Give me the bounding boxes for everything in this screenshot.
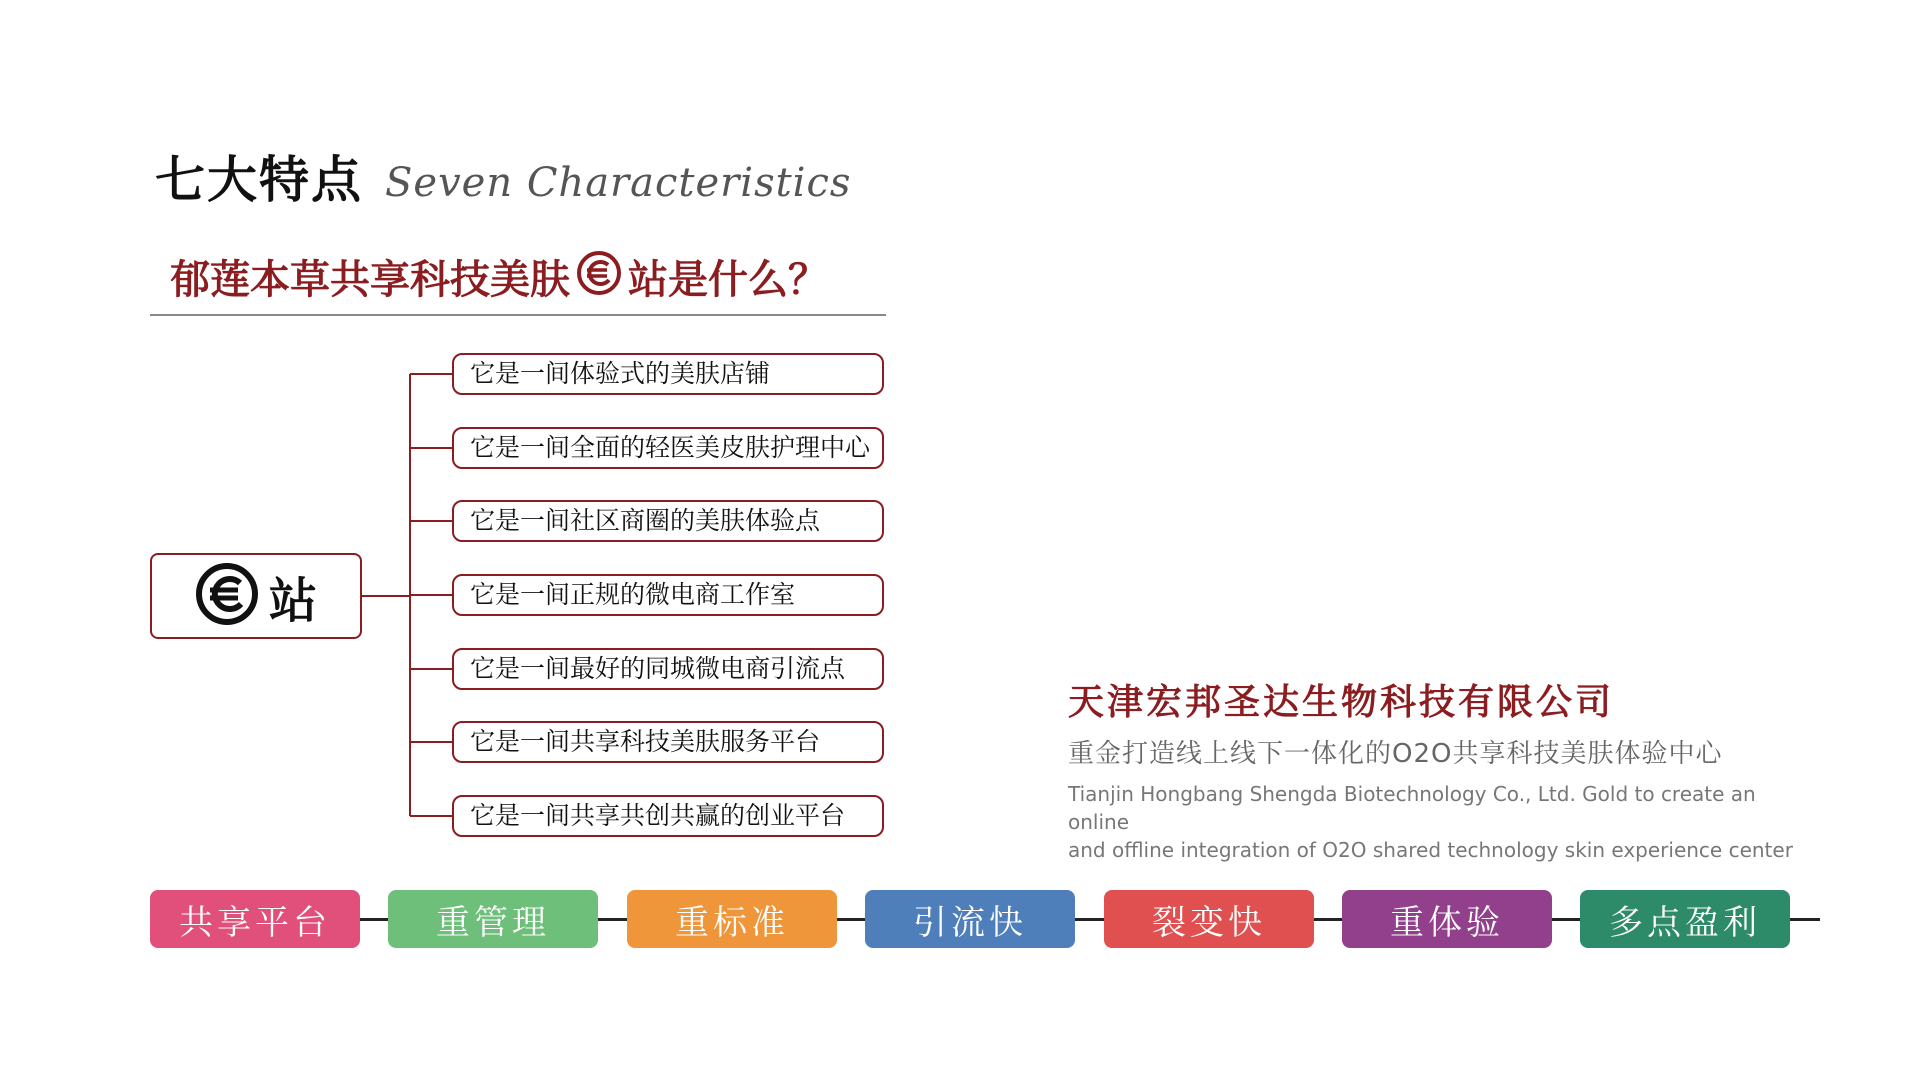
page-title: 七大特点 — [155, 151, 363, 209]
company-slogan: 重金打造线上线下一体化的O2O共享科技美肤体验中心 — [1068, 739, 1723, 769]
feature-item: 它是一间社区商圈的美肤体验点 — [452, 500, 884, 542]
question-text-start: 郁莲本草共享科技美肤 — [170, 256, 570, 303]
company-english-line-1: Tianjin Hongbang Shengda Biotechnology Co., Ltd. Gold to create an online — [1068, 782, 1756, 834]
feature-item: 它是一间共享共创共赢的创业平台 — [452, 795, 884, 837]
feature-item: 它是一间正规的微电商工作室 — [452, 574, 884, 616]
tag-experience: 重体验 — [1342, 890, 1552, 948]
feature-item: 它是一间体验式的美肤店铺 — [452, 353, 884, 395]
page-subtitle-en: Seven Characteristics — [385, 160, 852, 206]
question-text-end: 站是什么？ — [628, 256, 828, 303]
company-name: 天津宏邦圣达生物科技有限公司 — [1068, 682, 1615, 723]
tag-multi-profit: 多点盈利 — [1580, 890, 1790, 948]
tag-fast-fission: 裂变快 — [1104, 890, 1314, 948]
company-english-line-2: and offline integration of O2O shared technology skin experience center — [1068, 838, 1793, 862]
tag-shared-platform: 共享平台 — [150, 890, 360, 948]
company-english-description — [1068, 780, 1808, 864]
feature-item: 它是一间最好的同城微电商引流点 — [452, 648, 884, 690]
feature-item: 它是一间共享科技美肤服务平台 — [452, 721, 884, 763]
tag-fast-traffic: 引流快 — [865, 890, 1075, 948]
feature-item: 它是一间全面的轻医美皮肤护理中心 — [452, 427, 884, 469]
tag-management: 重管理 — [388, 890, 598, 948]
tag-standard: 重标准 — [627, 890, 837, 948]
center-node — [150, 553, 362, 639]
center-label: 站 — [268, 572, 317, 629]
e-station-logo-icon — [195, 562, 259, 630]
